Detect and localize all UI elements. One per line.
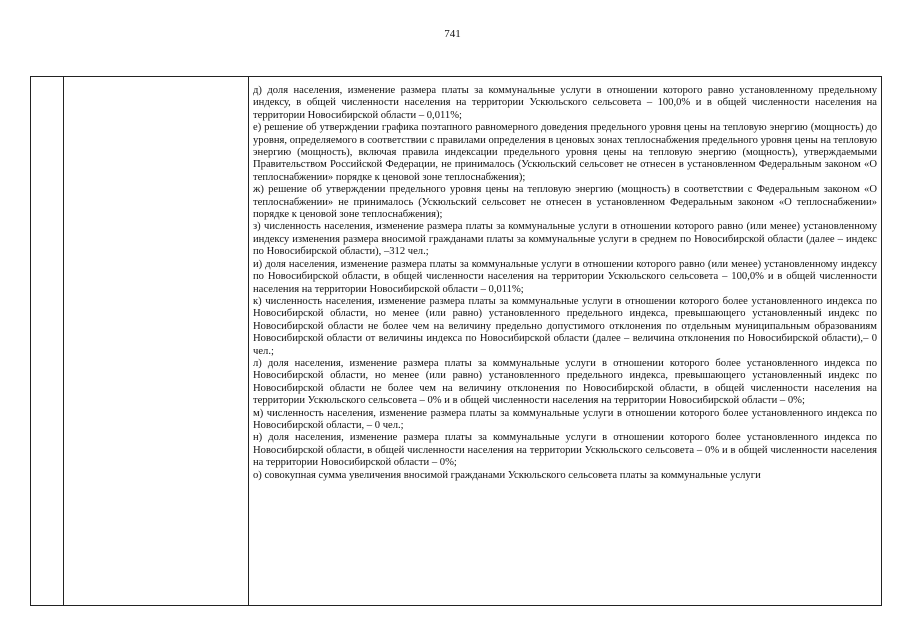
paragraph-m: м) численность населения, изменение размера платы за коммунальные услуги в отношении которого более установленного индекса по Новосибирской области, – 0 чел.; bbox=[253, 407, 877, 431]
paragraph-o: о) совокупная сумма увеличения вносимой гражданами Ускюльского сельсовета платы за коммунальные услуги bbox=[253, 469, 761, 481]
paragraph-k: к) численность населения, изменение размера платы за коммунальные услуги в отношении которого более установленного индекса по Новосибирской области, но менее (или равно) установленного предельного индекса, превышающего установленный индекс по Новосибирской области не более чем на величину предельно допустимого отклонения по отдельным муниципальным образованиям Новосибирской области от величины индекса по Новосибирской области (далее – величина отклонения по Новосибирской области),– 0 чел.; bbox=[253, 295, 877, 357]
page-number: 741 bbox=[444, 28, 461, 40]
paragraph-z: з) численность населения, изменение размера платы за коммунальные услуги в отношении которого равно (или менее) установленному индексу изменения размера вносимой гражданами платы за коммунальные услуги в среднем по Новосибирской области (далее – индекс по Новосибирской области), –312 чел.; bbox=[253, 221, 877, 258]
paragraph-d: д) доля населения, изменение размера платы за коммунальные услуги в отношении которого равно установленному предельному индексу, в общей численности населения на территории Ускюльского сельсовета – 100,0% и в общей численности населения на территории Новосибирской области – 0,011%; bbox=[253, 85, 877, 121]
table-row bbox=[31, 77, 882, 606]
table-cell-number bbox=[31, 77, 64, 606]
paragraph-e: е) решение об утверждении графика поэтапного равномерного доведения предельного уровня цены на тепловую энергию (мощность) до уровня, определяемого в соответствии с правилами определения в ценовых зонах теплоснабжения предельного уровня цены на тепловую энергию (мощность), включая правила индексации предельного уровня цены на тепловую энергию (мощность), утверждаемыми Правительством Российской Федерации, не принималось (Ускюльский сельсовет не отнесен в установленном Федеральным законом «О теплоснабжении» порядке к ценовой зоне теплоснабжения); bbox=[253, 122, 877, 183]
document-table bbox=[30, 76, 882, 606]
paragraph-i: и) доля населения, изменение размера платы за коммунальные услуги в отношении которого равно (или менее) установленному индексу по Новосибирской области, в общей численности населения на территории Ускюльского сельсовета – 100,0% и в общей численности населения на территории Новосибирской области – 0,011%; bbox=[253, 258, 877, 295]
paragraph-n: н) доля населения, изменение размера платы за коммунальные услуги в отношении которого более установленного индекса по Новосибирской области, в общей численности населения на территории Ускюльского сельсовета – 0% и в общей численности населения на территории Новосибирской области – 0%; bbox=[253, 432, 877, 469]
paragraph-l: л) доля населения, изменение размера платы за коммунальные услуги в отношении которого более установленного индекса по Новосибирской области, но менее (или равно) установленного предельного индекса, превышающего установленный индекс по Новосибирской области не более чем на величину отклонения по Новосибирской области, в общей численности населения на территории Ускюльского сельсовета – 0% и в общей численности населения на территории Новосибирской области – 0%; bbox=[253, 357, 877, 407]
paragraph-zh: ж) решение об утверждении предельного уровня цены на тепловую энергию (мощность) в соответствии с Федеральным законом «О теплоснабжении» не принималось (Ускюльский сельсовет не отнесен в установленном Федеральным законом «О теплоснабжении» порядке к ценовой зоне теплоснабжения); bbox=[253, 184, 877, 221]
table-cell-content bbox=[249, 77, 882, 606]
content-paragraphs bbox=[249, 77, 881, 482]
table-cell-name bbox=[64, 77, 249, 606]
